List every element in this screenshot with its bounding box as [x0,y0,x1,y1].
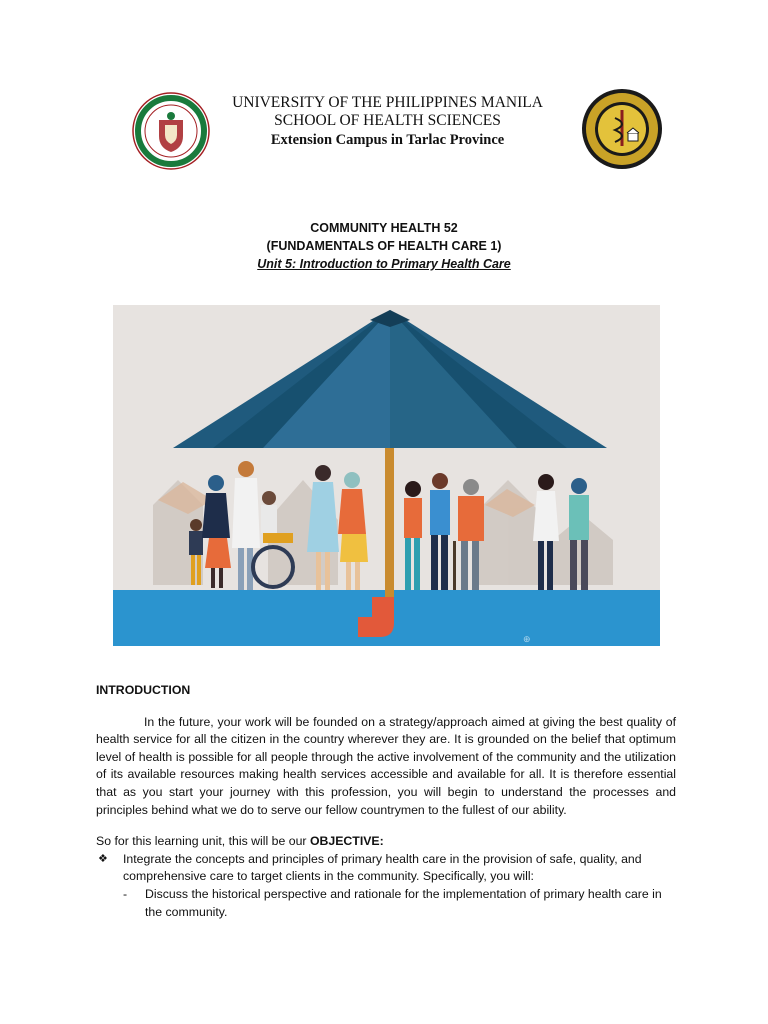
objective-sub-item-text: Discuss the historical perspective and rationale for the implementation of primary health care in the community. [145,886,662,919]
school-health-sciences-seal-icon [581,88,663,170]
objective-bullet-text: Integrate the concepts and principles of primary health care in the provision of safe, quality, and comprehensive care to target clients in the community. Specifically, you will: [123,851,642,884]
unit-title: Unit 5: Introduction to Primary Health Care [257,257,511,271]
course-title-block [0,219,768,273]
course-code: COMMUNITY HEALTH 52 [310,221,458,235]
school-name: SCHOOL OF HEALTH SCIENCES [274,112,501,129]
university-name: UNIVERSITY OF THE PHILIPPINES MANILA [232,94,543,111]
umbrella-community-illustration [113,305,660,646]
objective-sub-item [96,886,676,921]
objective-lead [96,833,676,851]
up-manila-seal-icon [132,92,210,170]
svg-text:⊕: ⊕ [523,634,531,644]
diamond-bullet-icon: ❖ [98,852,108,865]
document-header [0,86,768,186]
university-block [215,94,560,150]
objective-lead-text: So for this learning unit, this will be our [96,834,310,849]
campus-name: Extension Campus in Tarlac Province [270,132,505,148]
objective-bullet [96,851,676,886]
dash-marker: - [123,886,128,901]
objective-label: OBJECTIVE: [309,834,384,849]
introduction-paragraph: In the future, your work will be founded on a strategy/approach aimed at giving the best quality of health service for all the citizen in the country wherever they are. It is grounded on the belief that optimum level of health is possible for all people through the active involvement of the community and the utilization of its available resources making health services accessible and available for all. It is therefore essential that as you start your journey with this profession, you will begin to understand the processes and principles behind what we do to serve our fellow countrymen to the fullest of our ability. [96,714,676,817]
course-title: (FUNDAMENTALS OF HEALTH CARE 1) [266,239,502,253]
introduction-heading: INTRODUCTION [96,683,191,697]
introduction-section [96,682,676,921]
